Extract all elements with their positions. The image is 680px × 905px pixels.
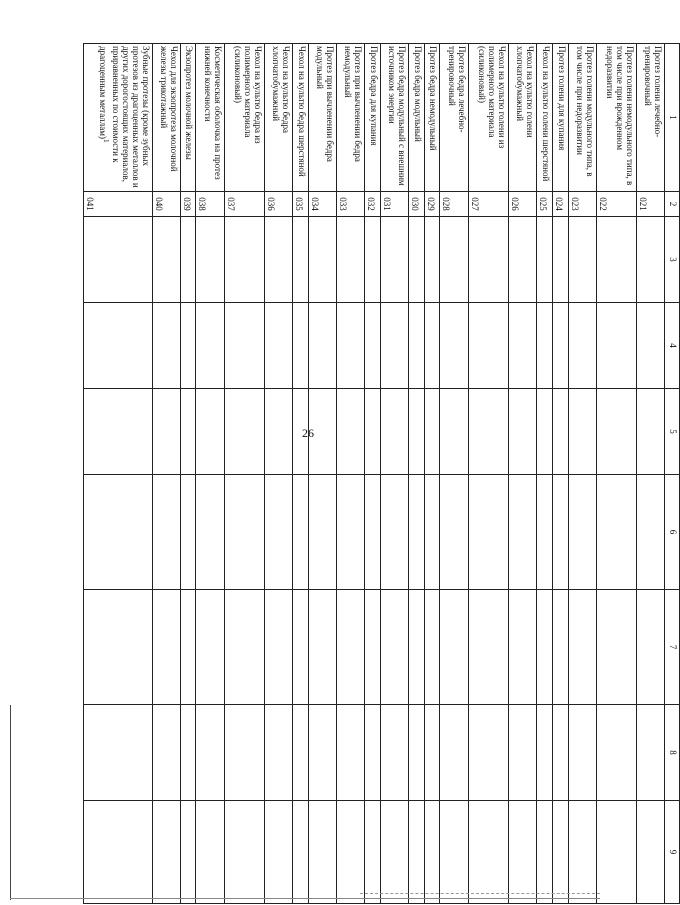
- empty-cell: [292, 801, 308, 904]
- empty-cell: [536, 217, 552, 303]
- empty-cell: [440, 303, 468, 389]
- row-name-cell: [508, 44, 536, 192]
- empty-cell: [440, 801, 468, 904]
- column-header: 8: [665, 705, 680, 801]
- bottom-border-line: [10, 898, 600, 899]
- table-row: [380, 44, 408, 904]
- row-code: 030: [408, 192, 424, 217]
- table-row: [424, 44, 440, 904]
- row-name-cell: [180, 44, 196, 192]
- column-header: 4: [665, 303, 680, 389]
- empty-cell: [152, 705, 180, 801]
- header-row: [665, 44, 680, 904]
- row-code: 023: [568, 192, 596, 217]
- empty-cell: [180, 303, 196, 389]
- table-row: [292, 44, 308, 904]
- empty-cell: [292, 590, 308, 705]
- empty-cell: [424, 389, 440, 475]
- row-code: 025: [536, 192, 552, 217]
- empty-cell: [196, 217, 224, 303]
- empty-cell: [568, 475, 596, 590]
- row-name-cell: [308, 44, 336, 192]
- empty-cell: [152, 590, 180, 705]
- empty-cell: [568, 590, 596, 705]
- row-name: Чехол на культю бедра хлопчатобумажный: [270, 46, 291, 133]
- empty-cell: [84, 475, 153, 590]
- empty-cell: [84, 705, 153, 801]
- row-code: 040: [152, 192, 180, 217]
- row-name: Чехол на культю голени шерстяной: [540, 46, 551, 182]
- column-header: 3: [665, 217, 680, 303]
- column-header: 7: [665, 590, 680, 705]
- table-row: [568, 44, 596, 904]
- empty-cell: [536, 801, 552, 904]
- row-code: 026: [508, 192, 536, 217]
- empty-cell: [468, 801, 508, 904]
- table-row: [364, 44, 380, 904]
- empty-cell: [180, 705, 196, 801]
- column-header: 9: [665, 801, 680, 904]
- empty-cell: [292, 303, 308, 389]
- row-name: Экзопротез молочной железы: [184, 46, 195, 160]
- row-name-cell: [596, 44, 636, 192]
- empty-cell: [636, 217, 664, 303]
- empty-cell: [440, 389, 468, 475]
- empty-cell: [552, 475, 568, 590]
- empty-cell: [568, 217, 596, 303]
- empty-cell: [424, 303, 440, 389]
- empty-cell: [264, 389, 292, 475]
- empty-cell: [508, 475, 536, 590]
- empty-cell: [180, 217, 196, 303]
- table-row: [636, 44, 664, 904]
- row-name-cell: [440, 44, 468, 192]
- empty-cell: [508, 389, 536, 475]
- empty-cell: [180, 801, 196, 904]
- row-name: Протез голени немодульного типа, в том числе при врожденном недоразвитии: [604, 46, 635, 186]
- empty-cell: [424, 801, 440, 904]
- row-code: 029: [424, 192, 440, 217]
- empty-cell: [336, 217, 364, 303]
- empty-cell: [308, 590, 336, 705]
- empty-cell: [424, 475, 440, 590]
- row-name: Протез бедра модульный: [412, 46, 423, 142]
- empty-cell: [196, 590, 224, 705]
- empty-cell: [596, 389, 636, 475]
- empty-cell: [536, 475, 552, 590]
- row-name: Чехол на культю голени хлопчатобумажный: [514, 46, 535, 138]
- empty-cell: [336, 801, 364, 904]
- empty-cell: [408, 801, 424, 904]
- row-name-cell: [196, 44, 224, 192]
- margin-line: [10, 705, 11, 900]
- empty-cell: [180, 475, 196, 590]
- empty-cell: [196, 389, 224, 475]
- row-code: 038: [196, 192, 224, 217]
- empty-cell: [596, 217, 636, 303]
- table-row: [552, 44, 568, 904]
- empty-cell: [380, 590, 408, 705]
- empty-cell: [636, 705, 664, 801]
- empty-cell: [224, 705, 264, 801]
- empty-cell: [508, 801, 536, 904]
- row-name-cell: [264, 44, 292, 192]
- empty-cell: [440, 217, 468, 303]
- empty-cell: [152, 217, 180, 303]
- row-name: Протез голени модульного типа, в том числе при недоразвитии: [574, 46, 595, 177]
- row-name: Чехол на культю бедра шерстяной: [296, 46, 307, 177]
- row-code: 041: [84, 192, 153, 217]
- empty-cell: [264, 303, 292, 389]
- empty-cell: [568, 303, 596, 389]
- table-row: [264, 44, 292, 904]
- rotated-table-container: [83, 43, 680, 903]
- empty-cell: [308, 705, 336, 801]
- column-header: 2: [665, 192, 680, 217]
- empty-cell: [196, 705, 224, 801]
- row-name: Чехол на культю бедра из полимерного материала (силиконовый): [232, 46, 263, 144]
- table-row: [596, 44, 636, 904]
- row-name-cell: [424, 44, 440, 192]
- empty-cell: [308, 801, 336, 904]
- row-name: Протез бедра модульный с внешним источником энергии: [386, 46, 407, 186]
- empty-cell: [636, 389, 664, 475]
- row-code: 027: [468, 192, 508, 217]
- row-name: Протез бедра немодульный: [428, 46, 439, 151]
- empty-cell: [308, 217, 336, 303]
- empty-cell: [264, 590, 292, 705]
- row-name: Протез голени лечебно-тренировочный: [643, 46, 663, 138]
- empty-cell: [596, 801, 636, 904]
- empty-cell: [264, 217, 292, 303]
- empty-cell: [224, 475, 264, 590]
- empty-cell: [308, 389, 336, 475]
- empty-cell: [596, 590, 636, 705]
- empty-cell: [364, 217, 380, 303]
- row-name: Чехол на культю голени из полимерного материала (силиконовый): [476, 46, 507, 149]
- empty-cell: [536, 389, 552, 475]
- empty-cell: [636, 475, 664, 590]
- row-name-cell: [552, 44, 568, 192]
- row-name: Зубные протезы (кроме зубных протезов из драгоценных металлов и других дорогостоящих материалов, приравненных по стоимости к драгоценным металлам): [97, 46, 151, 188]
- table-row: [440, 44, 468, 904]
- empty-cell: [292, 389, 308, 475]
- row-code: 037: [224, 192, 264, 217]
- row-code: 024: [552, 192, 568, 217]
- row-name-cell: [364, 44, 380, 192]
- empty-cell: [380, 801, 408, 904]
- table-row: [336, 44, 364, 904]
- table-row: [508, 44, 536, 904]
- row-code: 028: [440, 192, 468, 217]
- empty-cell: [84, 217, 153, 303]
- empty-cell: [292, 217, 308, 303]
- row-name-cell: [568, 44, 596, 192]
- row-code: 034: [308, 192, 336, 217]
- empty-cell: [568, 801, 596, 904]
- row-name: Протез бедра для купания: [368, 46, 379, 146]
- empty-cell: [468, 475, 508, 590]
- empty-cell: [224, 590, 264, 705]
- row-name-cell: [468, 44, 508, 192]
- column-header: 6: [665, 475, 680, 590]
- empty-cell: [424, 217, 440, 303]
- empty-cell: [84, 801, 153, 904]
- empty-cell: [364, 705, 380, 801]
- row-name-cell: [224, 44, 264, 192]
- row-name-cell: [336, 44, 364, 192]
- empty-cell: [364, 801, 380, 904]
- row-name-cell: [84, 44, 153, 192]
- row-code: 021: [636, 192, 664, 217]
- empty-cell: [308, 475, 336, 590]
- row-name: Косметическая оболочка на протез нижней конечности: [202, 46, 223, 180]
- empty-cell: [552, 303, 568, 389]
- row-code: 033: [336, 192, 364, 217]
- row-code: 035: [292, 192, 308, 217]
- page-number: 26: [302, 426, 314, 440]
- empty-cell: [84, 389, 153, 475]
- empty-cell: [596, 705, 636, 801]
- footnote-marker: 1: [101, 138, 111, 143]
- empty-cell: [364, 475, 380, 590]
- dashed-line: [360, 893, 600, 894]
- row-name: Протез при вычленении бедра немодульный: [342, 46, 363, 162]
- empty-cell: [364, 389, 380, 475]
- empty-cell: [508, 705, 536, 801]
- empty-cell: [152, 475, 180, 590]
- empty-cell: [224, 217, 264, 303]
- row-name: Протез голени для купания: [556, 46, 567, 151]
- empty-cell: [408, 303, 424, 389]
- empty-cell: [292, 475, 308, 590]
- row-name-cell: [636, 44, 664, 192]
- empty-cell: [468, 705, 508, 801]
- table-row: [468, 44, 508, 904]
- empty-cell: [264, 705, 292, 801]
- empty-cell: [364, 590, 380, 705]
- empty-cell: [196, 475, 224, 590]
- empty-cell: [336, 389, 364, 475]
- empty-cell: [408, 389, 424, 475]
- empty-cell: [408, 705, 424, 801]
- row-name: Протез бедра лечебно-тренировочный: [446, 46, 467, 133]
- empty-cell: [424, 705, 440, 801]
- column-header: 5: [665, 389, 680, 475]
- empty-cell: [552, 389, 568, 475]
- empty-cell: [380, 303, 408, 389]
- empty-cell: [636, 590, 664, 705]
- empty-cell: [224, 801, 264, 904]
- empty-cell: [596, 303, 636, 389]
- empty-cell: [552, 590, 568, 705]
- empty-cell: [552, 217, 568, 303]
- row-code: 039: [180, 192, 196, 217]
- empty-cell: [364, 303, 380, 389]
- row-code: 031: [380, 192, 408, 217]
- empty-cell: [264, 801, 292, 904]
- empty-cell: [508, 590, 536, 705]
- row-code: 032: [364, 192, 380, 217]
- row-name-cell: [292, 44, 308, 192]
- empty-cell: [308, 303, 336, 389]
- empty-cell: [336, 475, 364, 590]
- data-table: [83, 43, 680, 904]
- empty-cell: [264, 475, 292, 590]
- empty-cell: [224, 389, 264, 475]
- empty-cell: [636, 801, 664, 904]
- empty-cell: [152, 801, 180, 904]
- empty-cell: [440, 475, 468, 590]
- table-row: [536, 44, 552, 904]
- empty-cell: [196, 303, 224, 389]
- row-name-cell: [408, 44, 424, 192]
- empty-cell: [568, 389, 596, 475]
- table-row: [152, 44, 180, 904]
- empty-cell: [596, 475, 636, 590]
- table-row: [196, 44, 224, 904]
- empty-cell: [408, 475, 424, 590]
- row-name-cell: [536, 44, 552, 192]
- empty-cell: [180, 590, 196, 705]
- empty-cell: [380, 217, 408, 303]
- table-row: [224, 44, 264, 904]
- empty-cell: [424, 590, 440, 705]
- empty-cell: [336, 705, 364, 801]
- empty-cell: [336, 303, 364, 389]
- empty-cell: [440, 705, 468, 801]
- empty-cell: [536, 705, 552, 801]
- empty-cell: [336, 590, 364, 705]
- row-name: Протез при вычленении бедра модульный: [314, 46, 335, 162]
- empty-cell: [468, 217, 508, 303]
- empty-cell: [568, 705, 596, 801]
- empty-cell: [468, 389, 508, 475]
- empty-cell: [152, 389, 180, 475]
- row-name: Чехол для экзопротеза молочной железы трикотажный: [158, 46, 179, 172]
- empty-cell: [224, 303, 264, 389]
- empty-cell: [196, 801, 224, 904]
- empty-cell: [552, 801, 568, 904]
- empty-cell: [468, 590, 508, 705]
- empty-cell: [636, 303, 664, 389]
- table-row: [408, 44, 424, 904]
- empty-cell: [380, 705, 408, 801]
- empty-cell: [380, 475, 408, 590]
- empty-cell: [408, 590, 424, 705]
- column-header: 1: [665, 44, 680, 192]
- empty-cell: [468, 303, 508, 389]
- empty-cell: [408, 217, 424, 303]
- empty-cell: [84, 303, 153, 389]
- row-code: 022: [596, 192, 636, 217]
- empty-cell: [536, 303, 552, 389]
- row-name-cell: [152, 44, 180, 192]
- row-name-cell: [380, 44, 408, 192]
- table-row: [84, 44, 153, 904]
- table-row: [180, 44, 196, 904]
- empty-cell: [508, 303, 536, 389]
- empty-cell: [536, 590, 552, 705]
- empty-cell: [380, 389, 408, 475]
- empty-cell: [292, 705, 308, 801]
- table-row: [308, 44, 336, 904]
- empty-cell: [84, 590, 153, 705]
- empty-cell: [152, 303, 180, 389]
- empty-cell: [552, 705, 568, 801]
- row-code: 036: [264, 192, 292, 217]
- empty-cell: [508, 217, 536, 303]
- empty-cell: [440, 590, 468, 705]
- empty-cell: [180, 389, 196, 475]
